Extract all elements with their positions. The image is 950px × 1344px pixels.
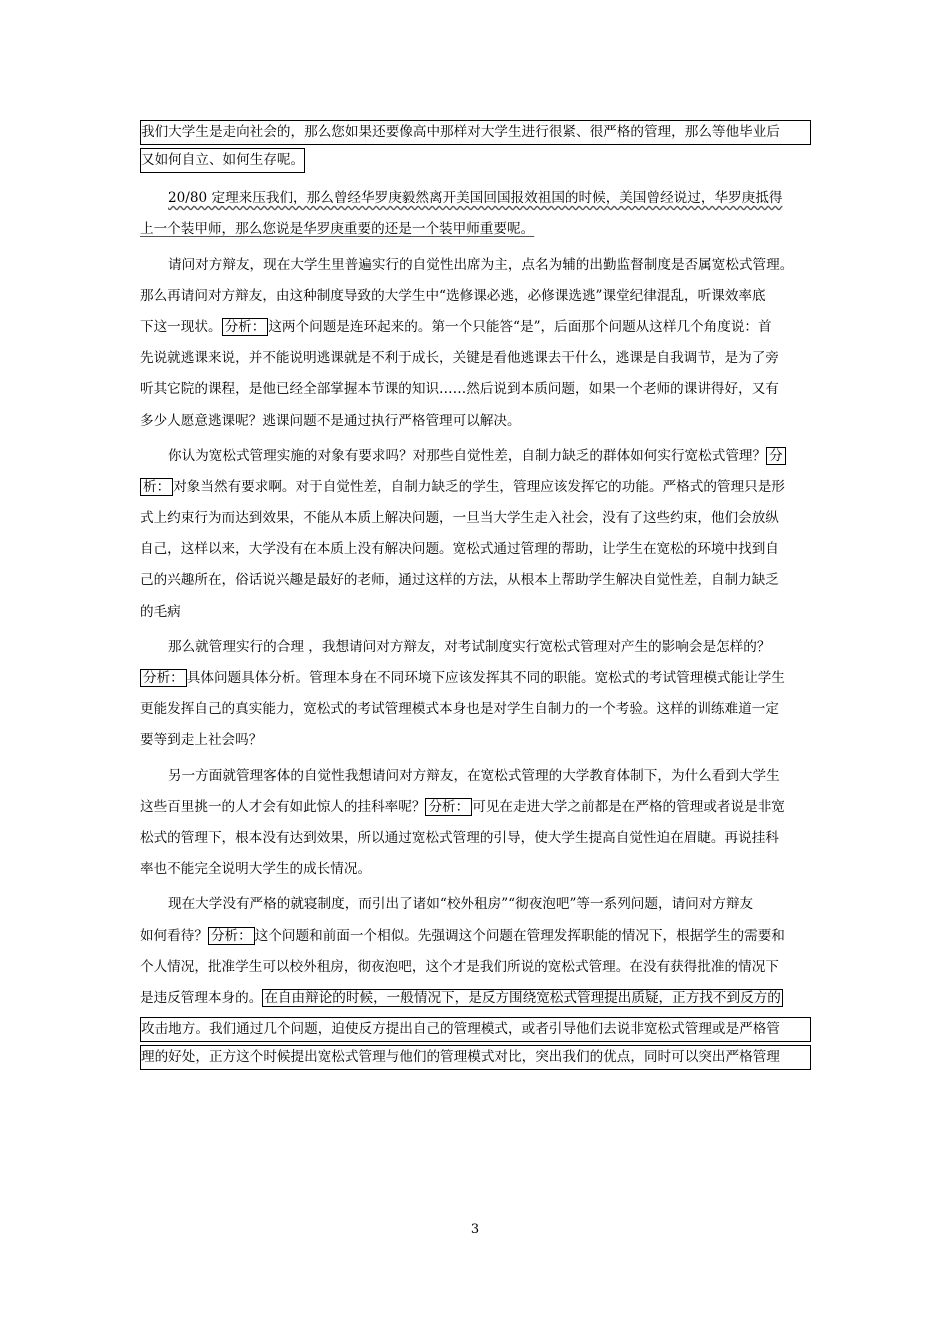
question-text: 这些百里挑一的人才会有如此惊人的挂科率呢？	[140, 798, 426, 815]
analysis-text: 可见在走进大学之前都是在严格的管理或者说是非宽	[472, 798, 785, 815]
question-text: 如何看待？	[140, 927, 208, 944]
boxed-line: 理的好处，正方这个时候提出宽松式管理与他们的管理模式对比，突出我们的优点，同时可以突出严格管理	[140, 1045, 811, 1070]
document-body	[140, 117, 811, 1073]
analysis-text: 个人情况，批准学生可以校外租房，彻夜泡吧，这个才是我们所说的宽松式管理。在没有获得批准的情况下	[140, 958, 779, 975]
analysis-text: 多少人愿意逃课呢？逃课问题不是通过执行严格管理可以解决。	[140, 412, 521, 429]
question-text: 那么再请问对方辩友，由这种制度导致的大学生中“选修课必逃，必修课选逃”课堂纪律混乱，听课效率底	[140, 287, 766, 304]
analysis-text: 式上约束行为而达到效果，不能从本质上解决问题，一旦当大学生走入社会，没有了这些约束，他们会放纵	[140, 510, 779, 527]
analysis-tag: 分析：	[425, 798, 472, 816]
question-text: 那么就管理实行的合理 ，我想请问对方辩友，对考试制度实行宽松式管理对产生的影响会是怎样的？	[168, 638, 771, 655]
analysis-text: 听其它院的课程，是他已经全部掌握本节课的知识……然后说到本质问题，如果一个老师的课讲得好，又有	[140, 381, 779, 398]
paragraph-line	[140, 441, 811, 472]
analysis-tag: 分析：	[140, 669, 187, 687]
analysis-text: 这两个问题是连环起来的。第一个只能答“是”，后面那个问题从这样几个角度说：首	[268, 318, 772, 335]
analysis-text: 松式的管理下，根本没有达到效果，所以通过宽松式管理的引导，使大学生提高自觉性迫在眉睫。再说挂科	[140, 829, 779, 846]
paragraph-line	[140, 792, 811, 823]
analysis-text: 是违反管理本身的。	[140, 989, 263, 1006]
paragraph-line	[140, 472, 811, 503]
boxed-line: 又如何自立、如何生存呢。	[140, 148, 305, 173]
struck-text: 上一个装甲师，那么您说是华罗庚重要的还是一个装甲师重要呢。	[140, 221, 535, 238]
question-text: 现在大学没有严格的就寝制度，而引出了诸如“校外租房”“彻夜泡吧”等一系列问题，请问对方辩友	[168, 896, 754, 913]
question-text: 请问对方辩友，现在大学生里普遍实行的自觉性出席为主，点名为辅的出勤监督制度是否属宽松式管理。	[168, 256, 794, 273]
analysis-text: 对象当然有要求啊。对于自觉性差，自制力缺乏的学生，管理应该发挥它的功能。严格式的管理只是形	[173, 478, 785, 495]
analysis-tag: 分析：	[222, 318, 269, 336]
analysis-text: 己的兴趣所在，俗话说兴趣是最好的老师，通过这样的方法，从根本上帮助学生解决自觉性差，自制力缺乏	[140, 572, 779, 589]
analysis-text: 先说就逃课来说，并不能说明逃课就是不利于成长，关键是看他逃课去干什么，逃课是自我调节，是为了旁	[140, 350, 779, 367]
analysis-text: 这个问题和前面一个相似。先强调这个问题在管理发挥职能的情况下，根据学生的需要和	[254, 927, 785, 944]
analysis-tag: 分析：	[208, 927, 255, 945]
analysis-tag: 析：	[140, 478, 173, 496]
boxed-line: 我们大学生是走向社会的，那么您如果还要像高中那样对大学生进行很紧、很严格的管理，那么等他毕业后	[140, 120, 811, 145]
analysis-text: 率也不能完全说明大学生的成长情况。	[140, 861, 372, 878]
boxed-line: 在自由辩论的时候，一般情况下，是反方围绕宽松式管理提出质疑，正方找不到反方的	[264, 989, 781, 1006]
analysis-text: 更能发挥自己的真实能力，宽松式的考试管理模式本身也是对学生自制力的一个考验。这样的训练难道一定	[140, 701, 779, 718]
question-text: 下这一现状。	[140, 318, 222, 335]
analysis-text: 的毛病	[140, 603, 181, 620]
boxed-line: 攻击地方。我们通过几个问题，迫使反方提出自己的管理模式，或者引导他们去说非宽松式管理或是严格管	[140, 1017, 811, 1042]
page-number: 3	[470, 1222, 480, 1237]
analysis-text: 自己，这样以来，大学没有在本质上没有解决问题。宽松式通过管理的帮助，让学生在宽松的环境中找到自	[140, 541, 779, 558]
paragraph-line	[140, 312, 811, 343]
analysis-tag: 分	[766, 447, 786, 465]
analysis-text: 要等到走上社会吗？	[140, 732, 263, 749]
paragraph-line	[140, 921, 811, 952]
struck-text: 20/80 定理来压我们，那么曾经华罗庚毅然离开美国回国报效祖国的时候，美国曾经说过，华罗庚抵得	[168, 190, 783, 207]
paragraph-line	[140, 983, 811, 1014]
question-text: 另一方面就管理客体的自觉性我想请问对方辩友，在宽松式管理的大学教育体制下，为什么看到大学生	[168, 767, 780, 784]
question-text: 你认为宽松式管理实施的对象有要求吗？对那些自觉性差，自制力缺乏的群体如何实行宽松式管理？	[168, 447, 767, 464]
paragraph-line	[140, 663, 811, 694]
analysis-text: 具体问题具体分析。管理本身在不同环境下应该发挥其不同的职能。宽松式的考试管理模式能让学生	[186, 670, 785, 686]
